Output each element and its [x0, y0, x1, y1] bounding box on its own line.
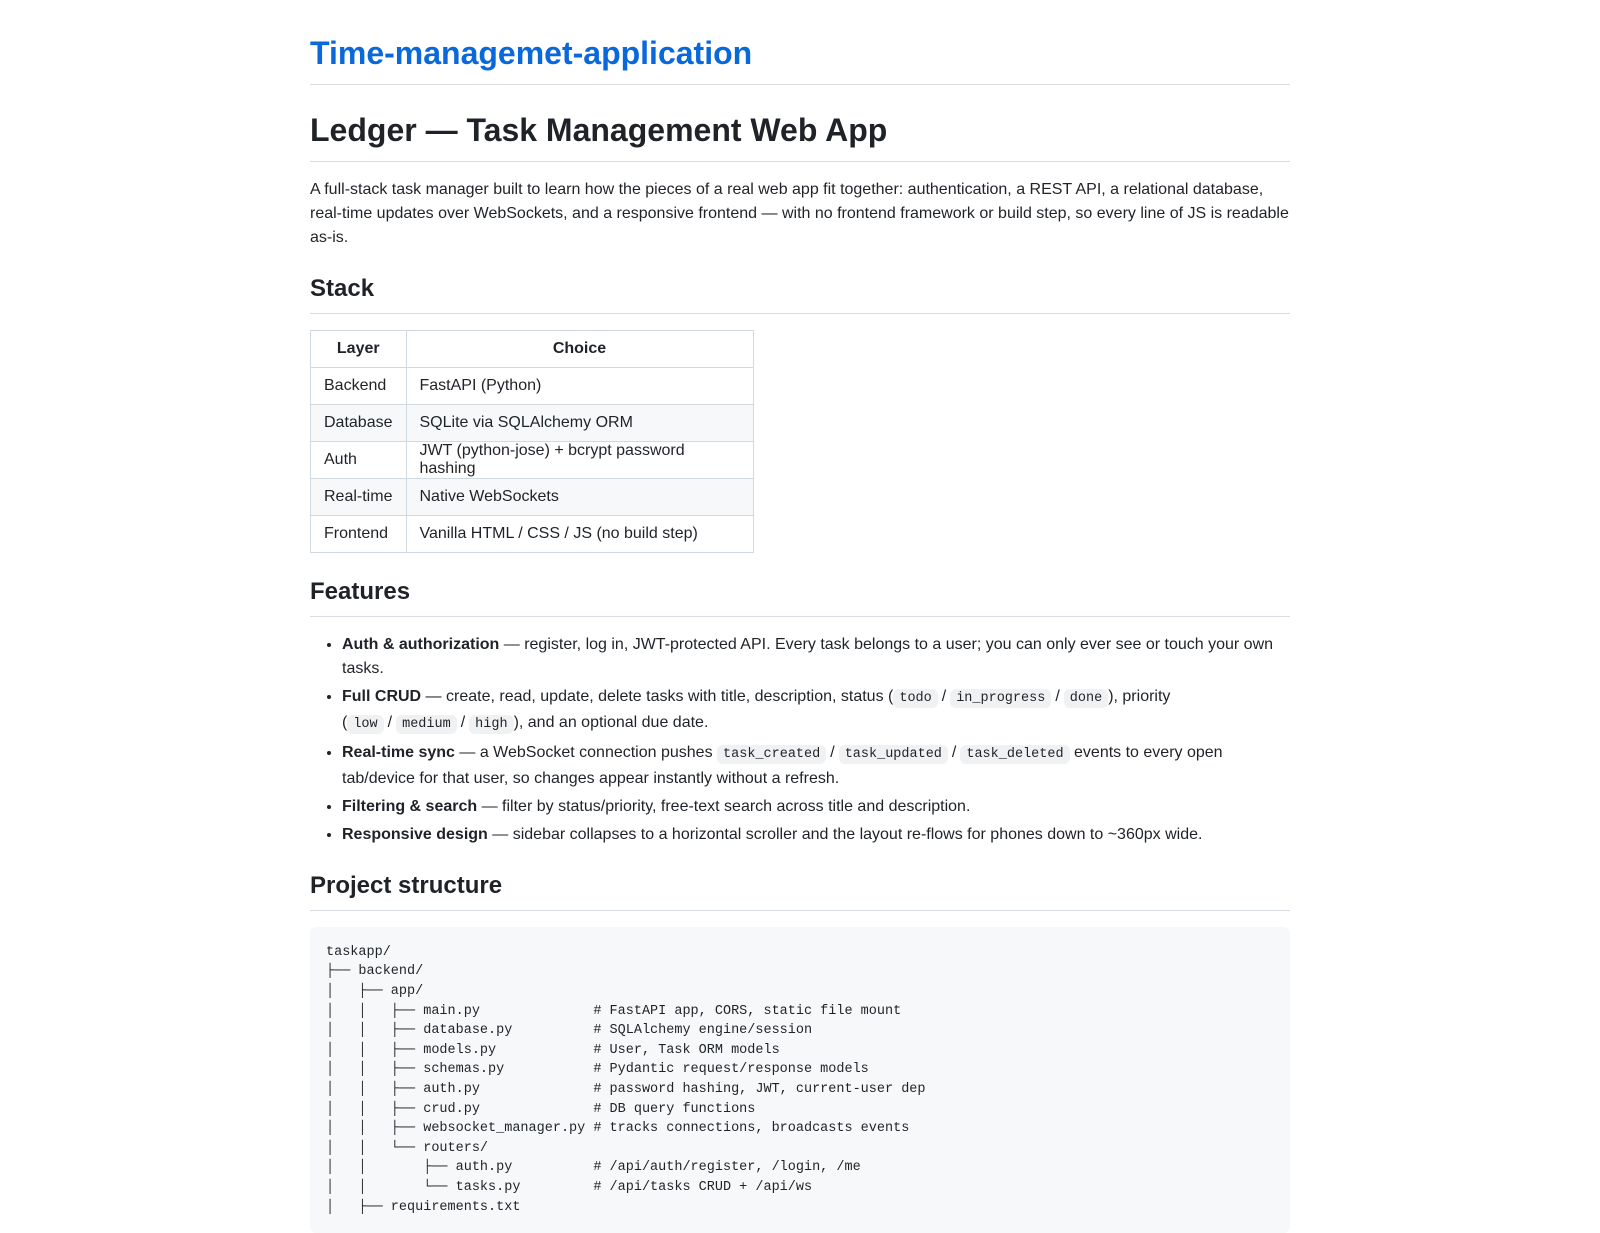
inline-code: medium: [396, 715, 457, 734]
repo-title-link[interactable]: Time-managemet-application: [310, 34, 1290, 85]
table-row: [311, 441, 754, 478]
feature-text: ), and an optional due date.: [513, 713, 709, 731]
table-row: [311, 367, 754, 404]
feature-text: — sidebar collapses to a horizontal scroller and the layout re-flows for phones down to ~360px wide.: [487, 825, 1203, 843]
table-cell-layer: Real-time: [311, 478, 407, 515]
tree-line: │ ├── app/: [326, 983, 424, 999]
feature-text: events to every open tab/device for that user, so changes appear instantly without a refresh.: [342, 743, 1223, 787]
inline-code: done: [1064, 689, 1108, 708]
tree-line: │ │ ├── auth.py # password hashing, JWT, current-user dep: [326, 1081, 926, 1097]
list-item: • Full CRUD — create, read, update, delete tasks with title, description, status ( todo / in_progress / done ), priority ( low / medium / high ), and an optional due date.: [342, 685, 1290, 737]
feature-text: — create, read, update, delete tasks with title, description, status (: [421, 687, 894, 705]
list-item: • Real-time sync — a WebSocket connection pushes task_created / task_updated / task_deleted events to every open tab/device for that user, so changes appear instantly without a refresh.: [342, 741, 1290, 791]
feature-text: ), priority (: [342, 687, 1171, 731]
project-structure-heading: Project structure: [310, 871, 1290, 911]
table-row: [311, 404, 754, 441]
inline-code: low: [347, 715, 383, 734]
tree-line: │ │ ├── schemas.py # Pydantic request/response models: [326, 1062, 869, 1078]
stack-table: [310, 330, 754, 553]
table-header-row: [311, 330, 754, 367]
feature-title: Auth & authorization: [342, 635, 500, 653]
inline-code: in_progress: [950, 689, 1051, 708]
project-tree-code-block[interactable]: [310, 927, 1290, 1233]
table-cell-layer: Auth: [311, 441, 407, 478]
inline-code: task_deleted: [960, 745, 1069, 764]
column-header-layer: Layer: [311, 330, 407, 367]
table-row: [311, 515, 754, 552]
tree-line: │ │ ├── main.py # FastAPI app, CORS, static file mount: [326, 1003, 902, 1019]
tree-line: │ │ ├── crud.py # DB query functions: [326, 1101, 756, 1117]
page-title: Ledger — Task Management Web App: [310, 111, 1290, 161]
tree-line: │ │ ├── database.py # SQLAlchemy engine/session: [326, 1023, 813, 1039]
tree-line: │ │ ├── auth.py # /api/auth/register, /login, /me: [326, 1160, 861, 1176]
inline-code: todo: [893, 689, 937, 708]
table-cell-layer: Backend: [311, 367, 407, 404]
table-cell-choice: Vanilla HTML / CSS / JS (no build step): [406, 515, 753, 552]
tree-line: │ │ └── tasks.py # /api/tasks CRUD + /api/ws: [326, 1179, 813, 1195]
tree-line: ├── backend/: [326, 964, 424, 980]
tree-line: │ │ ├── models.py # User, Task ORM models: [326, 1042, 780, 1058]
table-cell-layer: Database: [311, 404, 407, 441]
stack-heading: Stack: [310, 274, 1290, 314]
table-cell-choice: Native WebSockets: [406, 478, 753, 515]
features-heading: Features: [310, 577, 1290, 617]
features-list: [310, 633, 1290, 847]
table-cell-choice: FastAPI (Python): [406, 367, 753, 404]
feature-title: Full CRUD: [342, 687, 422, 705]
column-header-choice: Choice: [406, 330, 753, 367]
table-cell-layer: Frontend: [311, 515, 407, 552]
feature-text: — filter by status/priority, free-text search across title and description.: [477, 797, 971, 815]
feature-title: Responsive design: [342, 825, 488, 843]
tree-line: │ │ └── routers/: [326, 1140, 489, 1156]
tree-line: │ ├── requirements.txt: [326, 1199, 521, 1215]
feature-text: — register, log in, JWT-protected API. Every task belongs to a user; you can only ever see or touch your own tasks.: [342, 635, 1274, 677]
inline-code: high: [469, 715, 513, 734]
readme-container: [310, 0, 1290, 1233]
table-row: [311, 478, 754, 515]
feature-title: Filtering & search: [342, 797, 478, 815]
tree-line: taskapp/: [326, 944, 391, 960]
tree-line: │ │ ├── websocket_manager.py # tracks connections, broadcasts events: [326, 1121, 910, 1137]
list-item: [342, 795, 1290, 819]
feature-text: — a WebSocket connection pushes: [454, 743, 718, 761]
inline-code: task_created: [717, 745, 826, 764]
feature-title: Real-time sync: [342, 743, 455, 761]
intro-paragraph: A full-stack task manager built to learn how the pieces of a real web app fit together: authentication, a REST API, a relational database, real-time updates over WebSockets, and a responsive frontend — with no frontend framework or build step, so every line of JS is readable as-is.: [310, 180, 1289, 246]
list-item: [342, 633, 1290, 681]
table-cell-choice: JWT (python-jose) + bcrypt password hashing: [406, 441, 753, 478]
table-cell-choice: SQLite via SQLAlchemy ORM: [406, 404, 753, 441]
list-item: [342, 823, 1290, 847]
inline-code: task_updated: [839, 745, 948, 764]
